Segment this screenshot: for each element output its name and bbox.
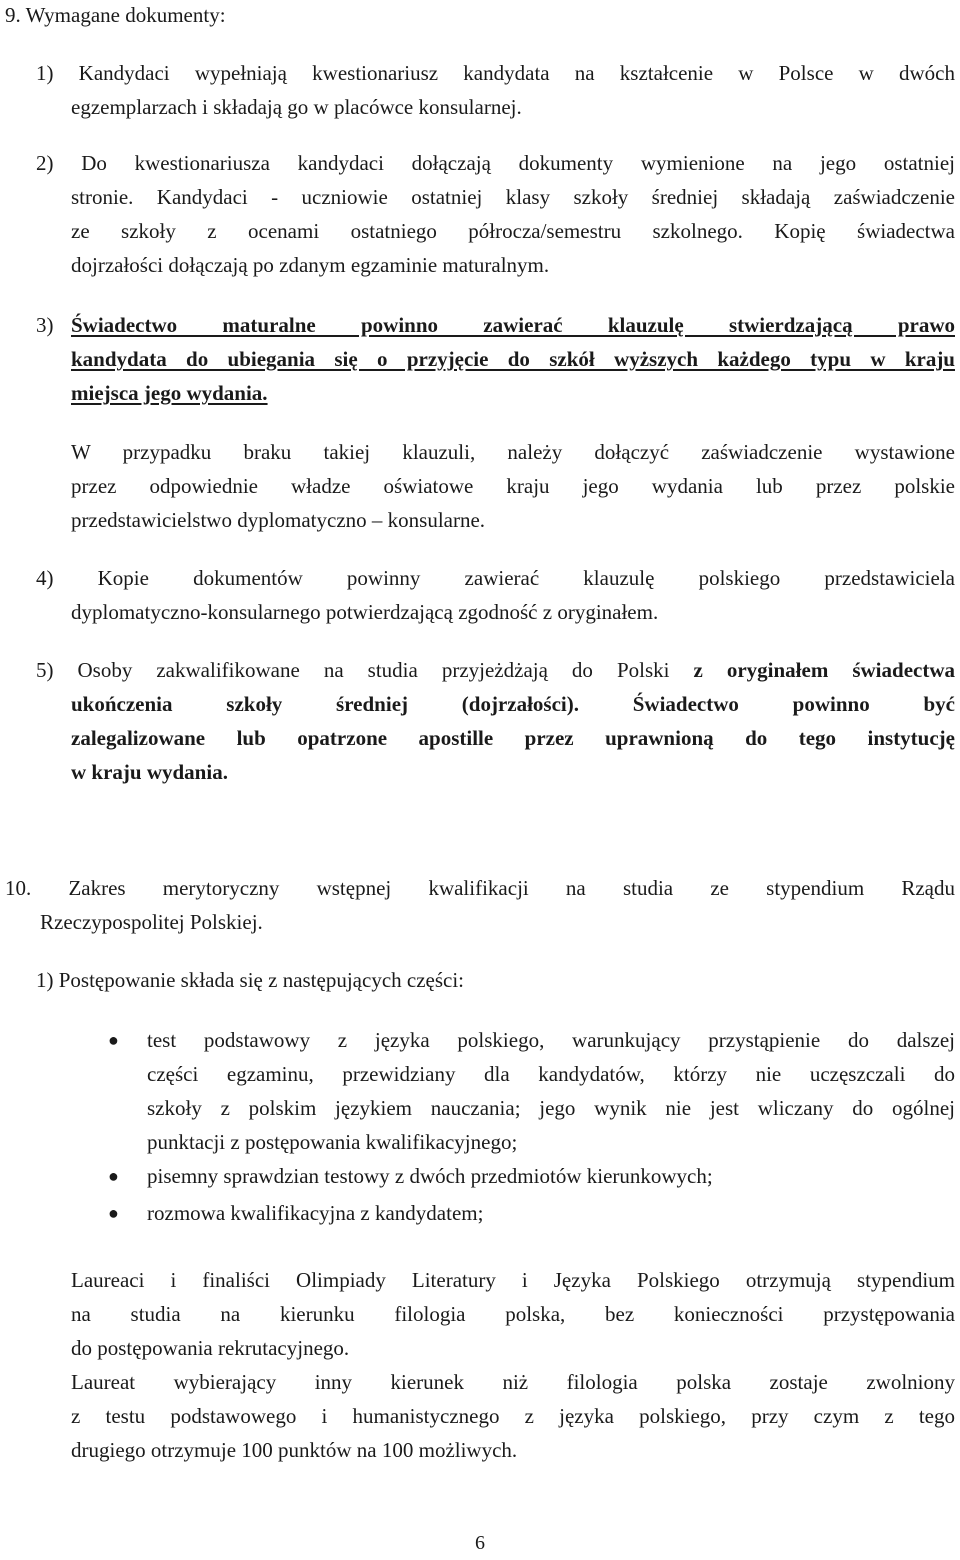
item-3-paragraph-2-line-2: przez odpowiednie władze oświatowe kraju jego wydania lub przez polskie: [71, 474, 955, 498]
laureates-line-6: drugiego otrzymuje 100 punktów na 100 możliwych.: [71, 1438, 518, 1462]
bullet-1-line-2: części egzaminu, przewidziany dla kandydatów, którzy nie uczęszczali do: [147, 1062, 955, 1086]
section-10-item-1: 1) Postępowanie składa się z następujących części:: [36, 968, 465, 992]
page-number: 6: [475, 1532, 485, 1554]
item-2-line-2: stronie. Kandydaci - uczniowie ostatniej klasy szkoły średniej składają zaświadczenie: [71, 185, 955, 209]
item-5-line-1-bold: z oryginałem świadectwa: [693, 658, 955, 682]
section-9-heading: 9. Wymagane dokumenty:: [5, 3, 226, 27]
laureates-line-5: z testu podstawowego i humanistycznego z języka polskiego, przy czym z tego: [71, 1404, 955, 1428]
item-2-line-3: ze szkoły z ocenami ostatniego półrocza/semestru szkolnego. Kopię świadectwa: [71, 219, 955, 243]
item-5-line-2: ukończenia szkoły średniej (dojrzałości). Świadectwo powinno być: [71, 692, 955, 716]
item-1-line-1: 1) Kandydaci wypełniają kwestionariusz kandydata na kształcenie w Polsce w dwóch: [36, 61, 955, 85]
item-1-line-2: egzemplarzach i składają go w placówce konsularnej.: [71, 95, 522, 119]
laureates-line-4: Laureat wybierający inny kierunek niż filologia polska zostaje zwolniony: [71, 1370, 955, 1394]
bullet-2: pisemny sprawdzian testowy z dwóch przedmiotów kierunkowych;: [147, 1164, 713, 1188]
laureates-line-2: na studia na kierunku filologia polska, bez konieczności przystępowania: [71, 1302, 955, 1326]
item-2-line-4: dojrzałości dołączają po zdanym egzaminie maturalnym.: [71, 253, 550, 277]
bullet-1-line-4: punktacji z postępowania kwalifikacyjnego;: [147, 1130, 518, 1154]
bullet-3: rozmowa kwalifikacyjna z kandydatem;: [147, 1201, 484, 1225]
item-3-paragraph-2-line-3: przedstawicielstwo dyplomatyczno – konsularne.: [71, 508, 486, 532]
item-5-line-1-normal: 5) Osoby zakwalifikowane na studia przyjeżdżają do Polski: [36, 658, 694, 682]
item-5-line-3: zalegalizowane lub opatrzone apostille przez uprawnioną do tego instytucję: [71, 726, 955, 750]
item-3-number: 3): [36, 313, 54, 337]
item-5-line-1: [36, 653, 955, 687]
bullet-1-line-3: szkoły z polskim językiem nauczania; jego wynik nie jest wliczany do ogólnej: [147, 1096, 955, 1120]
item-3-line-2: kandydata do ubiegania się o przyjęcie do szkół wyższych każdego typu w kraju: [71, 347, 955, 371]
section-10-heading-line-1: 10. Zakres merytoryczny wstępnej kwalifikacji na studia ze stypendium Rządu: [5, 876, 955, 900]
bullet-icon-1: ●: [108, 1030, 119, 1050]
item-4-line-2: dyplomatyczno-konsularnego potwierdzającą zgodność z oryginałem.: [71, 600, 659, 624]
item-3-line-1: Świadectwo maturalne powinno zawierać klauzulę stwierdzającą prawo: [71, 313, 955, 337]
laureates-line-3: do postępowania rekrutacyjnego.: [71, 1336, 350, 1360]
item-5-line-4: w kraju wydania.: [71, 760, 228, 784]
bullet-1-line-1: test podstawowy z języka polskiego, warunkujący przystąpienie do dalszej: [147, 1028, 955, 1052]
bullet-icon-3: ●: [108, 1203, 119, 1223]
bullet-icon-2: ●: [108, 1166, 119, 1186]
item-3-paragraph-2-line-1: W przypadku braku takiej klauzuli, należy dołączyć zaświadczenie wystawione: [71, 440, 955, 464]
item-3-line-3: miejsca jego wydania.: [71, 381, 268, 405]
section-10-heading-line-2: Rzeczypospolitej Polskiej.: [40, 910, 263, 934]
item-4-line-1: 4) Kopie dokumentów powinny zawierać klauzulę polskiego przedstawiciela: [36, 566, 955, 590]
item-2-line-1: 2) Do kwestionariusza kandydaci dołączają dokumenty wymienione na jego ostatniej: [36, 151, 955, 175]
laureates-line-1: Laureaci i finaliści Olimpiady Literatury i Języka Polskiego otrzymują stypendium: [71, 1268, 955, 1292]
